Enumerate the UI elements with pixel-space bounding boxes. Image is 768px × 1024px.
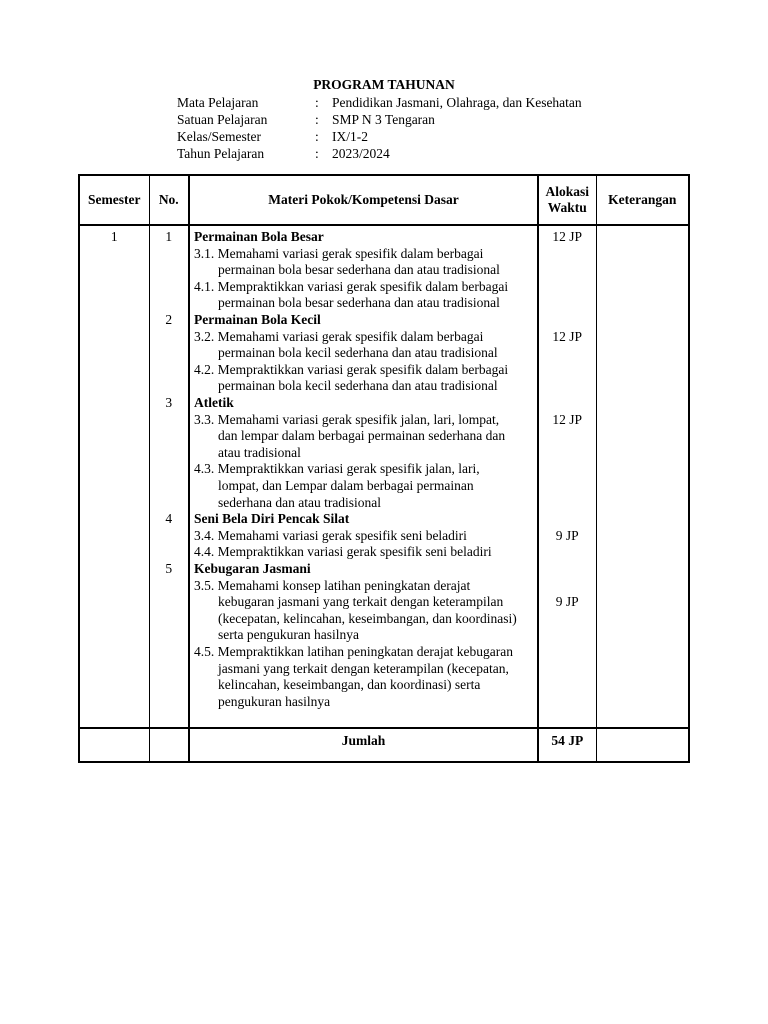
keterangan-cell <box>596 225 689 728</box>
materi-kd-line: 3.3. Memahami variasi gerak spesifik jalan, lari, lompat, <box>194 411 500 427</box>
header-alokasi-line2: Waktu <box>547 200 587 215</box>
meta-key: Satuan Pelajaran <box>177 112 268 127</box>
header-materi: Materi Pokok/Kompetensi Dasar <box>189 175 538 225</box>
meta-key: Tahun Pelajaran <box>177 146 265 161</box>
materi-kd-line: 4.5. Mempraktikkan latihan peningkatan derajat kebugaran <box>194 644 514 659</box>
materi-kd-continuation: jasmani yang terkait dengan keterampilan (kecepatan, <box>218 660 509 676</box>
alokasi-value: 12 JP <box>552 229 583 244</box>
materi-kd-continuation: kebugaran jasmani yang terkait dengan keterampilan <box>218 594 504 610</box>
footer-label: Jumlah <box>341 733 386 748</box>
footer-label-cell <box>189 728 538 762</box>
materi-kd-continuation: lompat, dan Lempar dalam berbagai permainan <box>218 478 474 493</box>
alokasi-value: 9 JP <box>555 594 579 610</box>
document-title: PROGRAM TAHUNAN <box>313 77 455 92</box>
materi-kd-line: 4.4. Mempraktikkan variasi gerak spesifik seni beladiri <box>194 544 492 560</box>
materi-kd-continuation: permainan bola besar sederhana dan atau tradisional <box>218 295 500 311</box>
topic-number: 5 <box>165 561 173 576</box>
program-table <box>78 174 690 763</box>
alokasi-value: 12 JP <box>552 328 583 344</box>
meta-colon: : <box>315 112 319 127</box>
materi-cell <box>189 225 538 728</box>
alokasi-value: 12 JP <box>552 411 583 427</box>
meta-value: SMP N 3 Tengaran <box>332 112 435 127</box>
materi-kd-line: 4.1. Mempraktikkan variasi gerak spesifik dalam berbagai <box>194 278 509 294</box>
materi-kd-line: 3.1. Memahami variasi gerak spesifik dalam berbagai <box>194 245 484 261</box>
footer-total: 54 JP <box>551 733 584 748</box>
semester-value: 1 <box>110 229 118 244</box>
footer-empty-semester <box>79 728 149 762</box>
meta-key: Mata Pelajaran <box>177 95 259 110</box>
materi-kd-continuation: permainan bola besar sederhana dan atau tradisional <box>218 262 500 278</box>
meta-value: 2023/2024 <box>332 146 390 161</box>
topic-number: 2 <box>165 312 173 327</box>
materi-kd-line: 4.3. Mempraktikkan variasi gerak spesifik jalan, lari, <box>194 461 480 477</box>
materi-topic-heading: Permainan Bola Kecil <box>194 312 321 327</box>
alokasi-value: 9 JP <box>555 527 579 543</box>
table-body-row <box>79 225 689 728</box>
header-no: No. <box>149 175 189 225</box>
header-alokasi <box>538 175 596 225</box>
materi-kd-line: 3.5. Memahami konsep latihan peningkatan derajat <box>194 577 471 593</box>
materi-kd-continuation: pengukuran hasilnya <box>218 693 331 709</box>
topic-number: 4 <box>165 511 173 527</box>
materi-kd-line: 3.4. Memahami variasi gerak spesifik seni beladiri <box>194 527 467 543</box>
materi-kd-line: 3.2. Memahami variasi gerak spesifik dalam berbagai <box>194 328 484 344</box>
number-cell <box>149 225 189 728</box>
materi-kd-continuation: permainan bola kecil sederhana dan atau tradisional <box>218 378 498 394</box>
table-header-row <box>79 175 689 225</box>
materi-kd-continuation: (kecepatan, kelincahan, keseimbangan, dan koordinasi) <box>218 610 517 626</box>
meta-value: IX/1-2 <box>332 129 368 144</box>
meta-key: Kelas/Semester <box>177 129 261 144</box>
topic-number: 3 <box>165 395 173 410</box>
materi-kd-continuation: sederhana dan atau tradisional <box>218 494 382 510</box>
materi-kd-continuation: atau tradisional <box>218 444 301 460</box>
meta-colon: : <box>315 129 319 144</box>
footer-empty-no <box>149 728 189 762</box>
header-alokasi-line1: Alokasi <box>545 184 589 199</box>
materi-topic-heading: Kebugaran Jasmani <box>194 561 311 576</box>
materi-topic-heading: Permainan Bola Besar <box>194 229 324 244</box>
header-keterangan: Keterangan <box>596 175 689 225</box>
meta-colon: : <box>315 146 319 161</box>
materi-kd-continuation: serta pengukuran hasilnya <box>218 627 359 643</box>
footer-empty-keterangan <box>596 728 689 762</box>
materi-kd-line: 4.2. Mempraktikkan variasi gerak spesifik dalam berbagai <box>194 361 509 377</box>
semester-cell <box>79 225 149 728</box>
materi-kd-continuation: permainan bola kecil sederhana dan atau tradisional <box>218 345 498 361</box>
meta-value: Pendidikan Jasmani, Olahraga, dan Kesehatan <box>332 95 582 110</box>
materi-kd-continuation: dan lempar dalam berbagai permainan sederhana dan <box>218 428 506 444</box>
materi-topic-heading: Atletik <box>194 395 234 410</box>
meta-colon: : <box>315 95 319 110</box>
footer-total-cell <box>538 728 596 762</box>
header-semester: Semester <box>79 175 149 225</box>
table-footer-row <box>79 728 689 762</box>
materi-kd-continuation: kelincahan, keseimbangan, dan koordinasi) serta <box>218 677 481 693</box>
alokasi-cell <box>538 225 596 728</box>
topic-number: 1 <box>165 229 173 244</box>
materi-topic-heading: Seni Bela Diri Pencak Silat <box>194 511 350 527</box>
